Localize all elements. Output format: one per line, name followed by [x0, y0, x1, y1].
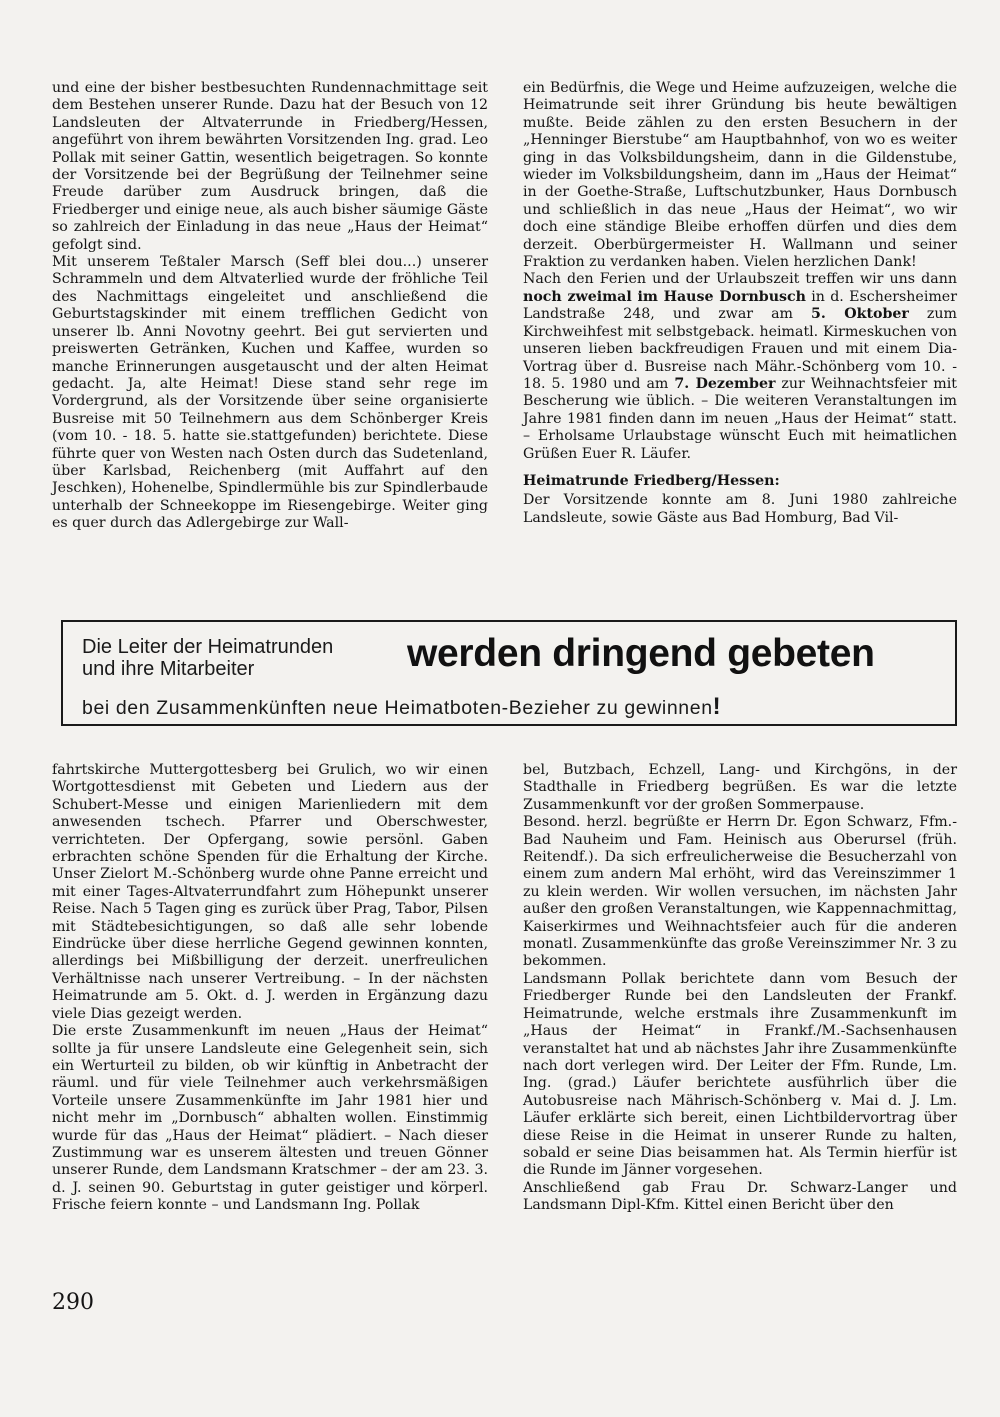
text-run: Nach den Ferien und der Urlaubszeit treffen wir uns dann [523, 271, 957, 288]
paragraph: Mit unserem Teßtaler Marsch (Seff blei dou...) unserer Schrammeln und dem Altvaterlied wurde der fröhliche Teil des Nachmittags eingeleitet und anschließend die Geburtstagskinder mit einem trefflichen Gedicht von unserer lb. Anni Novotny geehrt. Bei gut servierten und preiswerten Getränken, Kuchen und Kaffee, wurden so manche Erinnerungen ausgetauscht und der alten Heimat gedacht. Ja, alte Heimat! Diese stand sehr rege im Vordergrund, als der Vorsitzende über seine organisierte Busreise mit 50 Teilnehmern aus dem Schönberger Kreis (vom 10. - 18. 5. hatte sie.stattgefunden) berichtete. Diese führte quer von Westen nach Osten durch das Sudetenland, über Karlsbad, Reichenberg (mit Auffahrt auf den Jeschken), Hohenelbe, Spindlermühle bis zur Spindlerbaude unterhalb der Schneekoppe im Riesengebirge. Weiter ging es quer durch das Adlergebirge zur Wall- [52, 254, 488, 532]
text-run: zur Weihnachtsfeier mit Bescherung wie üblich. – Die weiteren Veranstaltungen im Jahre 1981 finden dann im neuen „Haus der Heimat“ statt. – Erholsame Urlaubstage wünscht Euch mit heimatlichen Grüßen Euer R. Läufer. [523, 375, 957, 462]
paragraph: ein Bedürfnis, die Wege und Heime aufzuzeigen, welche die Heimatrunde seit ihrer Gründung bis heute bewältigen mußte. Beide zählen zu den ersten Besuchern in der „Henninger Bierstube“ am Hauptbahnhof, von wo es weiter ging in das Volksbildungsheim, dann in die Gildenstube, wieder im Volksbildungsheim, dann im „Haus der Heimat“ in der Goethe-Straße, Luftschutzbunker, Haus Dornbusch und schließlich in das neue „Haus der Heimat“, wo wir doch eine ständige Bleibe erhoffen dürfen und dies dem derzeit. Oberbürgermeister H. Wallmann und seiner Fraktion zu verdanken haben. Vielen herzlichen Dank! [523, 80, 957, 271]
paragraph: bel, Butzbach, Echzell, Lang- und Kirchgöns, in der Stadthalle in Friedberg begrüßen. Es war die letzte Zusammenkunft vor der großen Sommerpause. [523, 762, 957, 813]
banner-headline: werden dringend gebeten [407, 632, 875, 675]
paragraph: Die erste Zusammenkunft im neuen „Haus der Heimat“ sollte ja für unsere Landsleute eine Gelegenheit sein, sich ein Werturteil zu bilden, ob wir künftig in Anbetracht der räuml. und für viele Teilnehmer auch verkehrsmäßigen Vorteile unsere Zusammenkünfte im Jahr 1981 hier und nicht mehr im „Dornbusch“ abhalten wollen. Einstimmig wurde für das „Haus der Heimat“ plädiert. – Nach dieser Zustimmung war es unserem ältesten und treuen Gönner unserer Runde, dem Landsmann Kratschmer – der am 23. 3. d. J. seinen 90. Geburtstag in guter geistiger und körperl. Frische feiern konnte – und Landsmann Ing. Pollak [52, 1023, 488, 1214]
bold-run: 5. Oktober [811, 306, 909, 323]
paragraph: Der Vorsitzende konnte am 8. Juni 1980 zahlreiche Landsleute, sowie Gäste aus Bad Homburg, Bad Vil- [523, 492, 957, 526]
paragraph: fahrtskirche Muttergottesberg bei Grulich, wo wir einen Wortgottesdienst mit Gebeten und Liedern aus der Schubert-Messe und einigen Marienliedern mit dem anwesenden tschech. Pfarrer und Oberschwester, verrichteten. Der Opfergang, sowie persönl. Gaben erbrachten schöne Spenden für die Erhaltung der Kirche. Unser Zielort M.-Schönberg wurde ohne Panne erreicht und mit einer Tages-Altvaterrundfahrt zum Höhepunkt unserer Reise. Nach 5 Tagen ging es zurück über Prag, Tabor, Pilsen mit Städtebesichtigungen, so daß alle sehr lobende Eindrücke über diese herrliche Gegend gewinnen konnten, allerdings bei Mißbilligung der derzeit. unerfreulichen Verhältnisse nach unserer Vertreibung. – In der nächsten Heimatrunde am 5. Okt. d. J. werden in Ergänzung dazu viele Dias gezeigt werden. [52, 762, 488, 1022]
article-column-top-left [52, 80, 488, 533]
paragraph: Landsmann Pollak berichtete dann vom Besuch der Friedberger Runde bei den Landsleuten der Frankf. Heimatrunde, welche erstmals ihre Zusammenkunft im „Haus der Heimat“ in Frankf./M.-Sachsenhausen veranstaltet hat und ab nächstes Jahr ihre Zusammenkünfte nach dort verlegen wird. Der Leiter der Ffm. Runde, Lm. Ing. (grad.) Läufer berichtete ausführlich über die Autobusreise nach Mährisch-Schönberg v. Mai d. J. Lm. Läufer erklärte sich bereit, einen Lichtbildervortrag über diese Reise in die Heimat in unserer Runde zu halten, sobald er seine Dias beisammen hat. Als Termin hierfür ist die Runde im Jänner vorgesehen. [523, 970, 957, 1179]
banner-line-1: Die Leiter der Heimatrunden [82, 636, 334, 658]
paragraph: Anschließend gab Frau Dr. Schwarz-Langer und Landsmann Dipl-Kfm. Kittel einen Bericht über den [523, 1179, 957, 1214]
section-heading: Heimatrunde Friedberg/Hessen: [523, 472, 780, 489]
banner-line-2: und ihre Mitarbeiter [82, 658, 255, 680]
banner-subtitle [82, 636, 333, 680]
paragraph: Besond. herzl. begrüßte er Herrn Dr. Egon Schwarz, Ffm.-Bad Nauheim und Fam. Heinisch aus Oberursel (früh. Reitendf.). Da sich erfreulicherweise die Besucherzahl von einem zum andern Mal erhöht, wird das Vereinszimmer 1 zu klein werden. Wir wollen versuchen, im nächsten Jahr außer den großen Veranstaltungen, wie Kappennachmittag, Kaiserkirmes und Weihnachtsfeier auch für die anderen monatl. Zusammenkünfte das große Vereinszimmer Nr. 3 zu bekommen. [523, 814, 957, 970]
paragraph: und eine der bisher bestbesuchten Rundennachmittage seit dem Bestehen unserer Runde. Dazu hat der Besuch von 12 Landsleuten der Altvaterrunde in Friedberg/Hessen, angeführt von ihrem bewährten Vorsitzenden Ing. grad. Leo Pollak mit seiner Gattin, wesentlich beigetragen. So konnte der Vorsitzende bei der Begrüßung der Teilnehmer seine Freude darüber zum Ausdruck bringen, daß die Friedberger und einige neue, als auch bisher säumige Gäste so zahlreich der Einladung in das neue „Haus der Heimat“ gefolgt sind. [52, 80, 488, 253]
text-run: in d. Eschersheimer Landstraße 248, und zwar am [523, 288, 957, 323]
appeal-banner [61, 620, 957, 726]
page-number: 290 [52, 1290, 94, 1315]
article-column-bottom-left [52, 762, 488, 1215]
bold-run: noch zweimal im Hause Dornbusch [523, 288, 806, 305]
banner-bottom-text: bei den Zusammenkünften neue Heimatboten-Bezieher zu gewinnen [82, 697, 713, 719]
bold-run: 7. Dezember [674, 375, 776, 392]
banner-bottom-line [82, 693, 721, 721]
article-column-top-right [523, 80, 957, 527]
paragraph-meeting-dates [523, 271, 957, 462]
text-run: zum Kirchweihfest mit selbstgeback. heimatl. Kirmeskuchen von unseren lieben backfreudigen Frauen und mit einem Dia-Vortrag über d. Busreise nach Mähr.-Schönberg vom 10. - 18. 5. 1980 und am [523, 306, 957, 392]
article-column-bottom-right [523, 762, 957, 1215]
exclamation-mark: ! [712, 693, 722, 720]
